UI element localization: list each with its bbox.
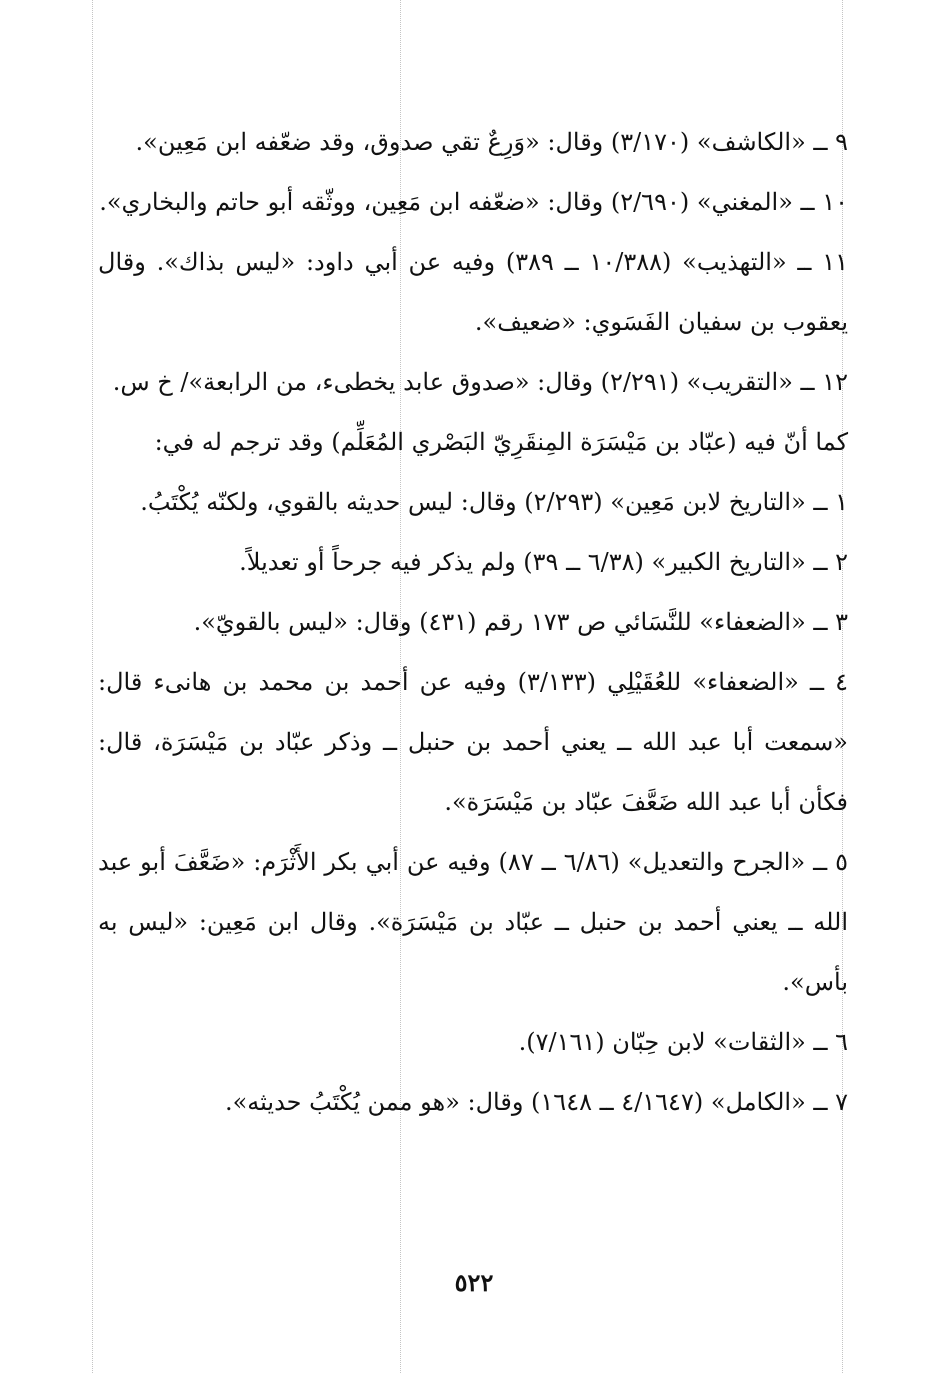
paragraph-entry-5: ٥ ــ «الجرح والتعديل» (٦/٨٦ ــ ٨٧) وفيه عن أبي بكر الأَثْرَم: «ضَعَّفَ أبو عبد الله ــ يعني أحمد بن حنبل ــ عبّاد بن مَيْسَرَة». وقال ابن مَعِين: «ليس به بأس».: [98, 848, 849, 996]
margin-guide-line: [92, 0, 93, 1373]
paragraph-entry-6: ٦ ــ «الثقات» لابن حِبّان (٧/١٦١).: [518, 1028, 848, 1056]
paragraph-entry-2: ٢ ــ «التاريخ الكبير» (٦/٣٨ ــ ٣٩) ولم يذكر فيه جرحاً أو تعديلاً.: [239, 548, 848, 576]
paragraph-entry-7: ٧ ــ «الكامل» (٤/١٦٤٧ ــ ١٦٤٨) وقال: «هو ممن يُكْتَبُ حديثه».: [224, 1088, 848, 1116]
paragraph-entry-11: ١١ ــ «التهذيب» (١٠/٣٨٨ ــ ٣٨٩) وفيه عن أبي داود: «ليس بذاك». وقال يعقوب بن سفيان الفَسَوي: «ضعيف».: [98, 248, 848, 336]
paragraph-entry-10: ١٠ ــ «المغني» (٢/٦٩٠) وقال: «ضعّفه ابن مَعِين، ووثّقه أبو حاتم والبخاري».: [99, 188, 848, 216]
paragraph-intro: كما أنّ فيه (عبّاد بن مَيْسَرَة المِنقَرِيّ البَصْري المُعَلِّم) وقد ترجم له في:: [154, 428, 848, 456]
page-body-text: [98, 112, 848, 1132]
paragraph-entry-12: ١٢ ــ «التقريب» (٢/٢٩١) وقال: «صدوق عابد يخطىء، من الرابعة»/ خ س.: [112, 368, 848, 396]
paragraph-entry-4: ٤ ــ «الضعفاء» للعُقَيْلِي (٣/١٣٣) وفيه عن أحمد بن محمد بن هانىء قال: «سمعت أبا عبد الله ــ يعني أحمد بن حنبل ــ وذكر عبّاد بن مَيْسَرَة، قال: فكأن أبا عبد الله ضَعَّفَ عبّاد بن مَيْسَرَة».: [98, 668, 848, 816]
page-number: ٥٢٢: [454, 1268, 494, 1297]
paragraph-entry-3: ٣ ــ «الضعفاء» للنَّسَائي ص ١٧٣ رقم (٤٣١) وقال: «ليس بالقويّ».: [193, 608, 848, 636]
paragraph-entry-1: ١ ــ «التاريخ لابن مَعِين» (٢/٢٩٣) وقال: ليس حديثه بالقوي، ولكنّه يُكْتَبُ.: [140, 488, 848, 516]
paragraph-entry-9: ٩ ــ «الكاشف» (٣/١٧٠) وقال: «وَرِعٌ تقي صدوق، وقد ضعّفه ابن مَعِين».: [135, 128, 848, 156]
